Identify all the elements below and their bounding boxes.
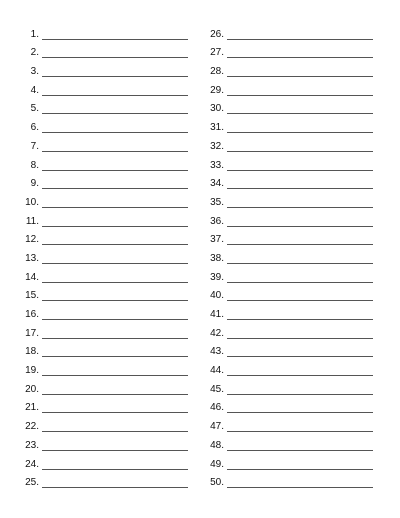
item-number: 47. [210, 421, 224, 433]
list-item [10, 59, 200, 78]
item-number: 22. [25, 421, 39, 433]
blank-write-line[interactable] [227, 151, 373, 152]
item-number: 39. [210, 271, 224, 283]
blank-write-line[interactable] [227, 431, 373, 432]
item-number: 31. [210, 122, 224, 134]
list-item [195, 284, 385, 303]
list-item [195, 452, 385, 471]
item-number: 5. [30, 103, 39, 115]
item-number: 3. [30, 66, 39, 78]
item-number: 14. [25, 271, 39, 283]
blank-write-line[interactable] [227, 487, 373, 488]
list-item [10, 377, 200, 396]
item-number: 7. [30, 140, 39, 152]
list-item [10, 190, 200, 209]
list-item [195, 471, 385, 490]
item-number: 48. [210, 439, 224, 451]
item-number: 1. [30, 28, 39, 40]
item-number: 18. [25, 346, 39, 358]
item-number: 16. [25, 309, 39, 320]
list-item [10, 321, 200, 340]
item-number: 46. [210, 402, 224, 414]
item-number: 33. [210, 159, 224, 171]
blank-write-line[interactable] [227, 76, 373, 77]
blank-write-line[interactable] [42, 207, 188, 208]
list-item [10, 246, 200, 265]
list-item [195, 302, 385, 321]
blank-write-line[interactable] [42, 412, 188, 413]
list-item [195, 340, 385, 359]
list-item [10, 228, 200, 247]
item-number: 41. [210, 309, 224, 320]
blank-write-line[interactable] [227, 226, 373, 227]
list-item [195, 115, 385, 134]
item-number: 25. [25, 477, 39, 489]
item-number: 36. [210, 215, 224, 227]
blank-write-line[interactable] [42, 226, 188, 227]
list-item [10, 78, 200, 97]
item-number: 4. [30, 84, 39, 96]
list-item [10, 340, 200, 359]
blank-write-line[interactable] [42, 300, 188, 301]
item-number: 17. [25, 327, 39, 339]
item-number: 40. [210, 290, 224, 302]
blank-write-line[interactable] [42, 263, 188, 264]
item-number: 6. [30, 122, 39, 134]
item-number: 45. [210, 383, 224, 395]
blank-write-line[interactable] [227, 394, 373, 395]
item-number: 29. [210, 84, 224, 96]
blank-write-line[interactable] [42, 57, 188, 58]
list-item [195, 22, 385, 41]
right-column [195, 22, 385, 489]
blank-write-line[interactable] [42, 170, 188, 171]
item-number: 9. [30, 178, 39, 190]
blank-write-line[interactable] [227, 39, 373, 40]
list-item [195, 97, 385, 116]
blank-write-line[interactable] [227, 450, 373, 451]
list-item [195, 377, 385, 396]
blank-write-line[interactable] [42, 431, 188, 432]
list-item [195, 246, 385, 265]
left-column [10, 22, 200, 489]
list-item [195, 414, 385, 433]
blank-write-line[interactable] [227, 282, 373, 283]
item-number: 35. [210, 196, 224, 208]
item-number: 30. [210, 103, 224, 115]
blank-write-line[interactable] [227, 244, 373, 245]
list-item [10, 153, 200, 172]
blank-write-line[interactable] [42, 319, 188, 320]
item-number: 24. [25, 458, 39, 470]
list-item [10, 414, 200, 433]
item-number: 8. [30, 159, 39, 171]
item-number: 19. [25, 365, 39, 377]
blank-write-line[interactable] [227, 95, 373, 96]
blank-write-line[interactable] [42, 39, 188, 40]
list-item [195, 59, 385, 78]
item-number: 13. [25, 252, 39, 264]
blank-write-line[interactable] [42, 244, 188, 245]
blank-write-line[interactable] [42, 151, 188, 152]
blank-write-line[interactable] [42, 394, 188, 395]
list-item [195, 153, 385, 172]
blank-write-line[interactable] [42, 76, 188, 77]
blank-write-line[interactable] [42, 356, 188, 357]
list-item [195, 78, 385, 97]
blank-write-line[interactable] [227, 57, 373, 58]
item-number: 38. [210, 252, 224, 264]
list-item [195, 172, 385, 191]
list-item [10, 452, 200, 471]
item-number: 11. [25, 215, 39, 227]
item-number: 21. [25, 402, 39, 414]
list-item [10, 284, 200, 303]
blank-write-line[interactable] [227, 132, 373, 133]
list-item [10, 265, 200, 284]
blank-write-line[interactable] [42, 375, 188, 376]
blank-write-line[interactable] [227, 300, 373, 301]
list-item [195, 209, 385, 228]
item-number: 2. [30, 47, 39, 59]
item-number: 10. [25, 196, 39, 208]
blank-write-line[interactable] [227, 319, 373, 320]
list-item [10, 22, 200, 41]
list-item [10, 302, 200, 321]
list-item [10, 41, 200, 60]
blank-write-line[interactable] [227, 170, 373, 171]
item-number: 42. [210, 327, 224, 339]
list-item [195, 265, 385, 284]
item-number: 23. [25, 439, 39, 451]
list-item [195, 433, 385, 452]
list-item [10, 209, 200, 228]
list-item [10, 358, 200, 377]
list-item [195, 228, 385, 247]
blank-write-line[interactable] [42, 469, 188, 470]
list-item [195, 358, 385, 377]
blank-write-line[interactable] [42, 95, 188, 96]
list-item [10, 172, 200, 191]
list-item [10, 115, 200, 134]
item-number: 20. [25, 383, 39, 395]
blank-write-line[interactable] [42, 338, 188, 339]
blank-write-line[interactable] [42, 282, 188, 283]
blank-write-line[interactable] [42, 188, 188, 189]
blank-write-line[interactable] [227, 207, 373, 208]
list-item [10, 97, 200, 116]
blank-write-line[interactable] [227, 412, 373, 413]
item-number: 26. [210, 28, 224, 40]
item-number: 12. [25, 234, 39, 246]
item-number: 27. [210, 47, 224, 59]
item-number: 43. [210, 346, 224, 358]
item-number: 50. [210, 477, 224, 489]
list-item [195, 190, 385, 209]
item-number: 37. [210, 234, 224, 246]
item-number: 44. [210, 365, 224, 377]
blank-write-line[interactable] [42, 450, 188, 451]
blank-write-line[interactable] [227, 263, 373, 264]
list-item [10, 471, 200, 490]
list-item [10, 396, 200, 415]
blank-write-line[interactable] [227, 113, 373, 114]
item-number: 28. [210, 66, 224, 78]
list-item [195, 134, 385, 153]
blank-write-line[interactable] [42, 132, 188, 133]
item-number: 49. [210, 458, 224, 470]
list-item [195, 321, 385, 340]
list-item [10, 433, 200, 452]
list-item [195, 41, 385, 60]
blank-write-line[interactable] [42, 113, 188, 114]
blank-write-line[interactable] [227, 188, 373, 189]
blank-write-line[interactable] [227, 338, 373, 339]
blank-write-line[interactable] [227, 356, 373, 357]
blank-write-line[interactable] [227, 375, 373, 376]
blank-write-line[interactable] [42, 487, 188, 488]
list-item [10, 134, 200, 153]
item-number: 32. [210, 140, 224, 152]
list-item [195, 396, 385, 415]
item-number: 34. [210, 178, 224, 190]
blank-write-line[interactable] [227, 469, 373, 470]
item-number: 15. [25, 290, 39, 302]
